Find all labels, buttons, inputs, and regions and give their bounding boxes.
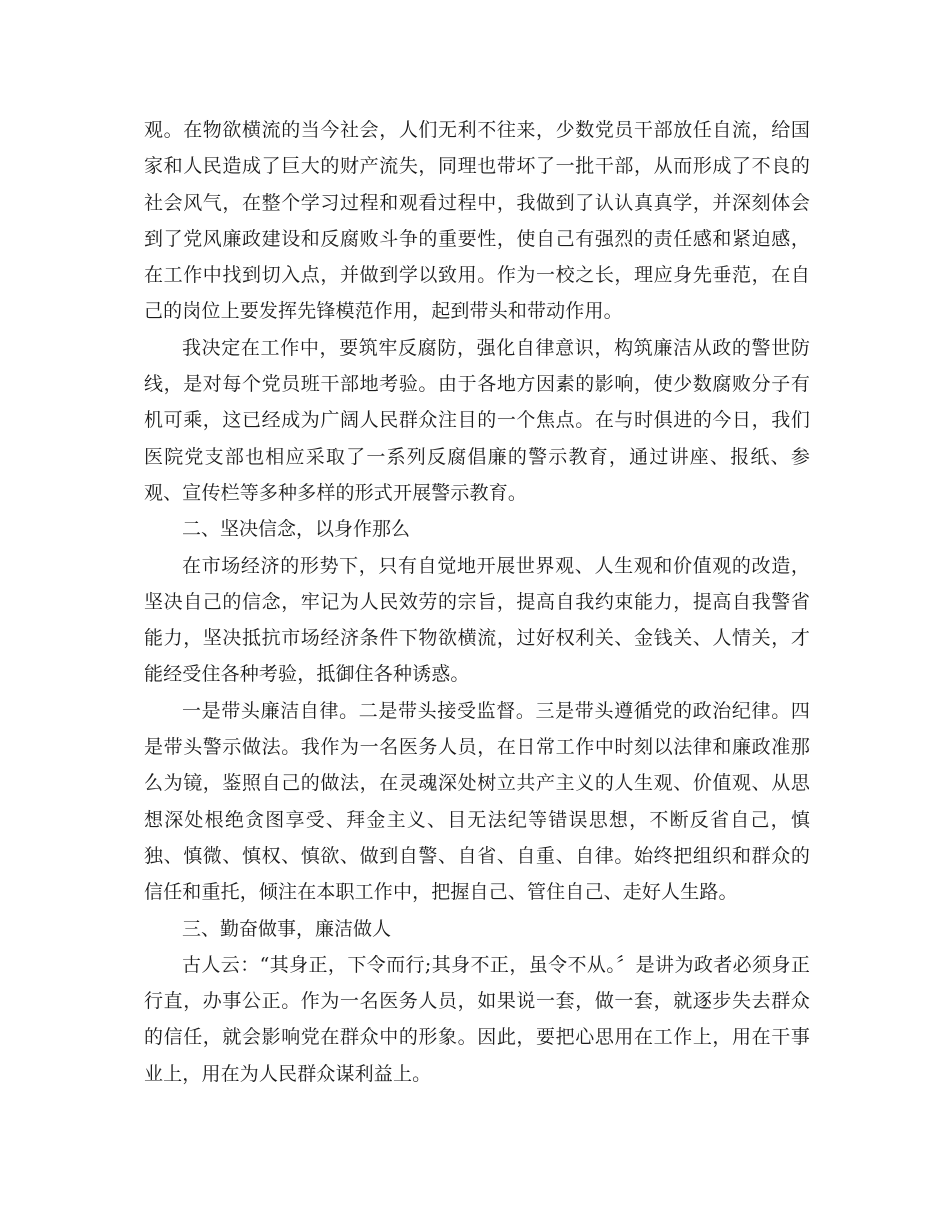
paragraph-market-economy: 在市场经济的形势下，只有自觉地开展世界观、人生观和价值观的改造，坚决自己的信念，牢记为人民效劳的宗旨，提高自我约束能力，提高自我警省能力，坚决抵抗市场经济条件下物欲横流，过好权利关、金钱关、人情关，才能经受住各种考验，抵御住各种诱惑。 (144, 554, 810, 686)
document-body (144, 112, 810, 1092)
paragraph-lead-by-example: 一是带头廉洁自律。二是带头接受监督。三是带头遵循党的政治纪律。四是带头警示做法。我作为一名医务人员，在日常工作中时刻以法律和廉政准那么为镜，鉴照自己的做法，在灵魂深处树立共产主义的人生观、价值观、从思想深处根绝贪图享受、拜金主义、目无法纪等错误思想，不断反省自己，慎独、慎微、慎权、慎欲、做到自警、自省、自重、自律。始终把组织和群众的信任和重托，倾注在本职工作中，把握自己、管住自己、走好人生路。 (144, 699, 810, 904)
paragraph-continuation: 观。在物欲横流的当今社会，人们无利不往来，少数党员干部放任自流，给国家和人民造成了巨大的财产流失，同理也带坏了一批干部，从而形成了不良的社会风气，在整个学习过程和观看过程中，我做到了认认真真学，并深刻体会到了党风廉政建设和反腐败斗争的重要性，使自己有强烈的责任感和紧迫感，在工作中找到切入点，并做到学以致用。作为一校之长，理应身先垂范，在自己的岗位上要发挥先锋模范作用，起到带头和带动作用。 (144, 119, 810, 323)
paragraph-ancient-saying: 古人云：“其身正，下令而行;其身不正，虽令不从。〞是讲为政者必须身正行直，办事公正。作为一名医务人员，如果说一套，做一套，就逐步失去群众的信任，就会影响党在群众中的形象。因此，要把心思用在工作上，用在干事业上，用在为人民群众谋利益上。 (144, 953, 810, 1085)
section-heading-two: 二、坚决信念，以身作那么 (182, 518, 411, 541)
paragraph-anti-corruption-defense: 我决定在工作中，要筑牢反腐防，强化自律意识，构筑廉洁从政的警世防线，是对每个党员班干部地考验。由于各地方因素的影响，使少数腐败分子有机可乘，这已经成为广阔人民群众注目的一个焦点。在与时俱进的今日，我们医院党支部也相应采取了一系列反腐倡廉的警示教育，通过讲座、报纸、参观、宣传栏等多种多样的形式开展警示教育。 (144, 336, 810, 504)
section-heading-three: 三、勤奋做事，廉洁做人 (182, 917, 392, 940)
